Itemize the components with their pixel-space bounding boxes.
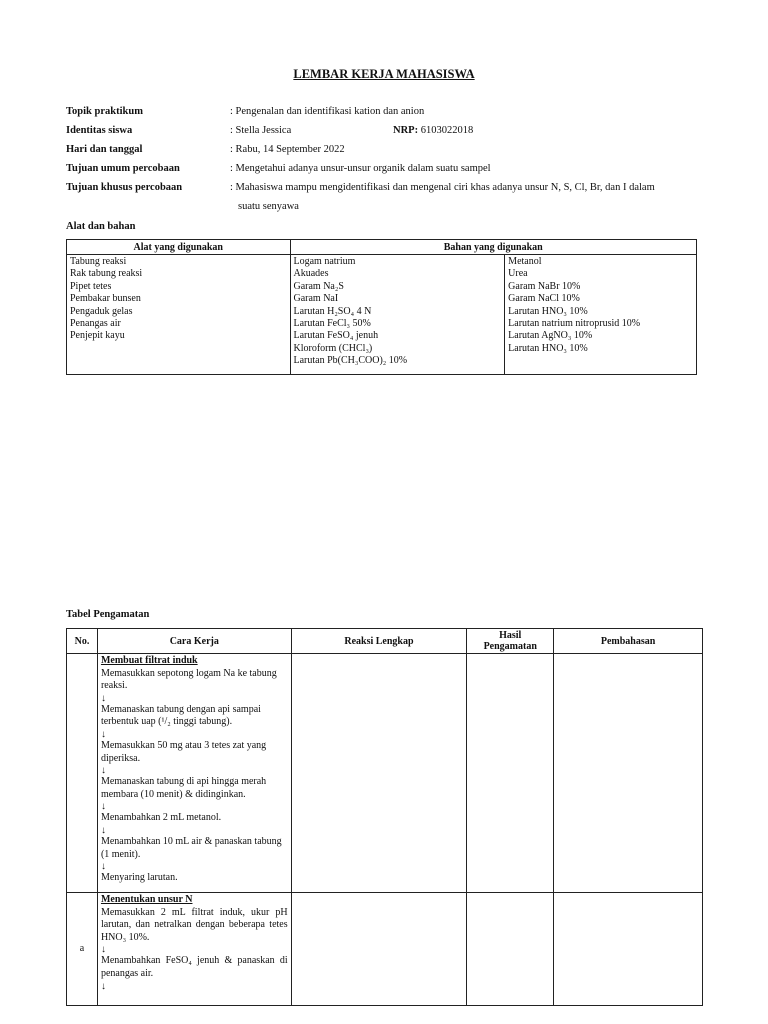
down-arrow-icon: ↓	[100, 801, 106, 813]
info-row-topik	[66, 106, 716, 125]
bahan-column-header: Bahan yang digunakan	[290, 240, 697, 255]
bahan-item: Garam Na₂S	[293, 280, 344, 292]
down-arrow-icon: ↓	[100, 944, 106, 956]
info-section	[66, 106, 716, 220]
identitas-value: : Stella Jessica	[230, 125, 292, 136]
alat-bahan-header-row	[67, 240, 697, 255]
step-text: Menyaring larutan.	[100, 872, 178, 884]
bahan-item: Larutan FeCl₃ 50%	[293, 318, 371, 330]
pengamatan-header-row	[67, 629, 703, 654]
bahan-item: Larutan HNO₃ 10%	[508, 342, 588, 354]
step-text: Memanaskan tabung dengan api sampai terbentuk uap (¹/₂ tinggi tabung).	[100, 703, 261, 728]
bahan-item: Garam NaI	[293, 293, 339, 305]
down-arrow-icon: ↓	[100, 861, 106, 873]
step-title: Menentukan unsur N	[100, 894, 193, 905]
pembahasan-cell	[554, 893, 703, 1006]
info-row-hari	[66, 144, 716, 163]
down-arrow-icon: ↓	[100, 980, 106, 992]
bahan-item: Logam natrium	[293, 256, 356, 267]
pembahasan-cell	[554, 654, 703, 893]
tujuan-khusus-value: : Mahasiswa mampu mengidentifikasi dan mengenal ciri khas adanya unsur N, S, Cl, Br, dan I dalam	[230, 182, 655, 193]
step-text: Memanaskan tabung di api hingga merah membara (10 menit) & didinginkan.	[100, 776, 267, 800]
down-arrow-icon: ↓	[100, 824, 106, 836]
bahan-item: Larutan HNO₃ 10%	[508, 305, 588, 317]
alat-column-header: Alat yang digunakan	[67, 240, 291, 255]
pembahasan-column-header: Pembahasan	[554, 629, 703, 654]
reaksi-cell	[291, 893, 467, 1006]
alat-item: Pembakar bunsen	[70, 293, 141, 305]
topik-value: : Pengenalan dan identifikasi kation dan anion	[230, 106, 425, 117]
info-row-identitas	[66, 125, 716, 144]
info-row-tujuan-umum	[66, 163, 716, 182]
step-text: Menambahkan 10 mL air & panaskan tabung (1 menit).	[100, 835, 282, 860]
hasil-cell	[467, 893, 554, 1006]
bahan-list-2	[505, 255, 697, 375]
alat-item: Pipet tetes	[70, 280, 112, 292]
table-row	[67, 893, 703, 1006]
reaksi-cell	[291, 654, 467, 893]
down-arrow-icon: ↓	[100, 765, 106, 777]
down-arrow-icon: ↓	[100, 728, 106, 740]
no-column-header: No.	[67, 629, 98, 654]
step-title: Membuat filtrat induk	[100, 655, 198, 666]
step-text: Memasukkan sepotong logam Na ke tabung reaksi.	[100, 667, 277, 692]
cara-kerja-column-header: Cara Kerja	[97, 629, 291, 654]
alat-bahan-body-row	[67, 255, 697, 375]
nrp-value: 6103022018	[420, 125, 474, 136]
cara-kerja-cell	[97, 893, 291, 1006]
row-number: a	[67, 893, 98, 1006]
bahan-item: Kloroform (CHCl₃)	[293, 342, 373, 354]
bahan-item: Garam NaBr 10%	[508, 280, 581, 292]
bahan-list-1	[290, 255, 505, 375]
hasil-header-line-1: Hasil	[499, 630, 522, 641]
cara-kerja-cell	[97, 654, 291, 893]
down-arrow-icon: ↓	[100, 692, 106, 704]
bahan-item: Larutan FeSO₄ jenuh	[293, 330, 379, 342]
step-text: Menambahkan FeSO₄ jenuh & panaskan di penangas air.	[100, 955, 288, 979]
bahan-item: Akuades	[293, 268, 329, 280]
hari-value: : Rabu, 14 September 2022	[230, 144, 345, 155]
alat-item: Penjepit kayu	[70, 330, 125, 342]
alat-list	[67, 255, 291, 375]
bahan-item: Urea	[508, 268, 528, 280]
alat-bahan-table	[66, 239, 697, 375]
nrp-field	[393, 125, 473, 136]
step-text: Memasukkan 2 mL filtrat induk, ukur pH larutan, dan netralkan dengan beberapa tetes HNO₃ 10%.	[100, 906, 288, 943]
info-row-tujuan-khusus	[66, 182, 716, 201]
bahan-item: Larutan Pb(CH₃COO)₂ 10%	[293, 355, 408, 367]
row-number	[67, 654, 98, 893]
tujuan-umum-label: Tujuan umum percobaan	[66, 163, 180, 174]
step-text: Memasukkan 50 mg atau 3 tetes zat yang diperiksa.	[100, 739, 267, 764]
bahan-item: Larutan AgNO₃ 10%	[508, 330, 593, 342]
bahan-item: Larutan natrium nitroprusid 10%	[508, 318, 641, 330]
bahan-item: Metanol	[508, 256, 542, 267]
alat-item: Tabung reaksi	[70, 256, 127, 267]
tujuan-khusus-label: Tujuan khusus percobaan	[66, 182, 183, 193]
pengamatan-table	[66, 628, 703, 1006]
alat-item: Penangas air	[70, 318, 121, 330]
hasil-column-header	[467, 629, 554, 654]
pengamatan-heading: Tabel Pengamatan	[66, 609, 150, 620]
hasil-header-line-2: Pengamatan	[483, 641, 537, 652]
reaksi-column-header: Reaksi Lengkap	[291, 629, 467, 654]
nrp-label: NRP:	[393, 125, 419, 136]
page-title: LEMBAR KERJA MAHASISWA	[293, 67, 475, 81]
topik-label: Topik praktikum	[66, 106, 143, 117]
tujuan-khusus-continuation: suatu senyawa	[238, 201, 299, 212]
info-row-tujuan-khusus-cont	[66, 201, 716, 220]
alat-bahan-heading: Alat dan bahan	[66, 221, 136, 232]
tujuan-umum-value: : Mengetahui adanya unsur-unsur organik dalam suatu sampel	[230, 163, 491, 174]
hasil-cell	[467, 654, 554, 893]
step-text: Menambahkan 2 mL metanol.	[100, 812, 222, 824]
bahan-item: Garam NaCl 10%	[508, 293, 580, 305]
alat-item: Rak tabung reaksi	[70, 268, 143, 280]
hari-label: Hari dan tanggal	[66, 144, 143, 155]
identitas-label: Identitas siswa	[66, 125, 133, 136]
alat-item: Pengaduk gelas	[70, 305, 133, 317]
table-row	[67, 654, 703, 893]
bahan-item: Larutan H₂SO₄ 4 N	[293, 305, 372, 317]
